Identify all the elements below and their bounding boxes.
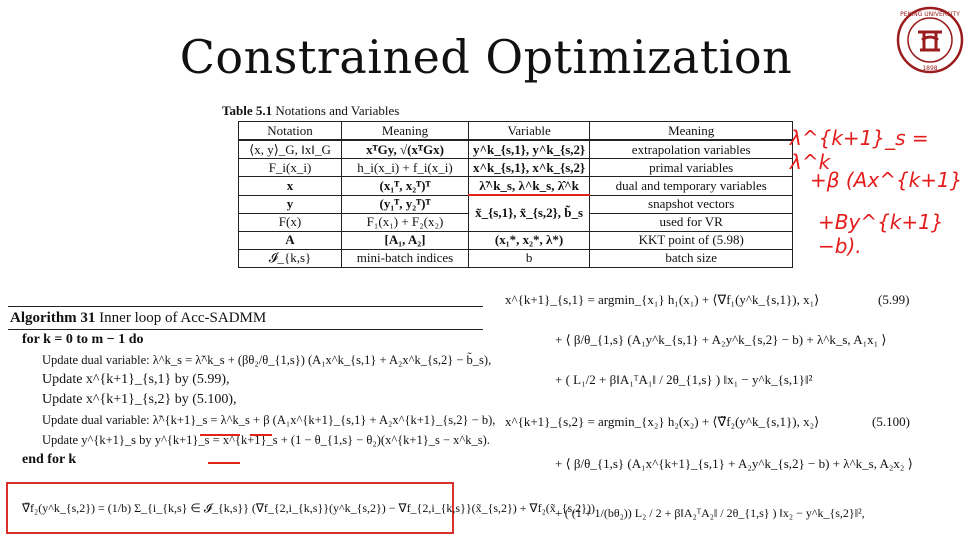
equation-number: (5.99)	[878, 292, 910, 307]
algorithm-block	[8, 306, 496, 470]
equation-line: x^{k+1}_{s,2} = argmin_{x₂} h₂(x₂) + ⟨∇̃f₂(y^k_{s,1}), x₂⟩	[505, 414, 820, 429]
equation-number: (5.100)	[872, 414, 910, 429]
table-cell: F₁(x₁) + F₂(x₂)	[342, 213, 469, 231]
table-cell: batch size	[590, 249, 793, 267]
equation-line: + ⟨ β/θ_{1,s} (A₁x^{k+1}_{s,1} + A₂y^k_{s,2} − b) + λ^k_s, A₂x₂ ⟩	[555, 456, 913, 471]
table-caption-label: Table 5.1	[222, 103, 273, 118]
equation-line: x^{k+1}_{s,1} = argmin_{x₁} h₁(x₁) + ⟨∇f₁(y^k_{s,1}), x₁⟩	[505, 292, 820, 307]
university-logo	[896, 6, 964, 74]
algorithm-line: for k = 0 to m − 1 do	[22, 332, 144, 347]
table-row	[239, 140, 793, 159]
equation-line: + ⟨ β/θ_{1,s} (A₁y^k_{s,1} + A₂y^k_{s,2} − b) + λ^k_s, A₁x₁ ⟩	[555, 332, 887, 347]
algorithm-line: Update dual variable: λ̃^{k+1}_s = λ^k_s + β (A₁x^{k+1}_{s,1} + A₂x^{k+1}_{s,2} − b),	[42, 413, 496, 427]
algorithm-line: end for k	[22, 452, 77, 467]
algorithm-line: Update x^{k+1}_{s,2} by (5.100),	[42, 392, 237, 407]
algorithm-line: Update dual variable: λ^k_s = λ̃^k_s + (βθ₂/θ_{1,s}) (A₁x^k_{s,1} + A₂x^k_{s,2} − b̃_s),	[42, 353, 492, 367]
table-cell: ⟨x, y⟩_G, ‖x‖_G	[239, 140, 342, 159]
algorithm-line: Update y^{k+1}_s by y^{k+1}_s = x^{k+1}_s + (1 − θ_{1,s} − θ₂)(x^{k+1}_s − x^k_s).	[42, 433, 490, 447]
table-cell: F(x)	[239, 213, 342, 231]
table-row	[239, 249, 793, 267]
equation-line: + ( L₁/2 + β‖A₁ᵀA₁‖ / 2θ_{1,s} ) ‖x₁ − y^k_{s,1}‖²	[555, 372, 813, 387]
table-header: Variable	[469, 122, 590, 141]
svg-text:PEKING UNIVERSITY: PEKING UNIVERSITY	[900, 11, 960, 18]
table-row	[239, 159, 793, 177]
table-cell: h_i(x_i) + f_i(x_i)	[342, 159, 469, 177]
table-cell: xᵀGy, √(xᵀGx)	[342, 140, 469, 159]
table-cell: KKT point of (5.98)	[590, 231, 793, 249]
equation-line: + ( (1 + 1/(bθ₂)) L₂ / 2 + β‖A₂ᵀA₂‖ / 2θ_{1,s} ) ‖x₂ − y^k_{s,2}‖²,	[555, 506, 865, 520]
algorithm-title: Inner loop of Acc-SADMM	[99, 310, 267, 326]
slide-title: Constrained Optimization	[179, 30, 793, 84]
table-cell: x^k_{s,1}, x^k_{s,2}	[469, 159, 590, 177]
handwritten-annotation: +β (Ax^{k+1}	[810, 168, 963, 192]
table-cell: x	[239, 177, 342, 196]
red-underline	[208, 462, 240, 464]
table-cell: (x₁ᵀ, x₂ᵀ)ᵀ	[342, 177, 469, 196]
red-underline	[200, 434, 240, 436]
table-row	[239, 177, 793, 196]
algorithm-header	[8, 307, 483, 330]
table-cell: (x₁*, x₂*, λ*)	[469, 231, 590, 249]
table-cell: extrapolation variables	[590, 140, 793, 159]
table-cell: primal variables	[590, 159, 793, 177]
table-caption-text: Notations and Variables	[275, 103, 400, 118]
table-row	[239, 231, 793, 249]
table-cell: x̃_{s,1}, x̃_{s,2}, b̃_s	[469, 195, 590, 231]
handwritten-annotation: λ^{k+1}_s = λ^k	[790, 126, 929, 174]
table-header: Notation	[239, 122, 342, 141]
table-cell: mini-batch indices	[342, 249, 469, 267]
table-cell: λ̃^k_s, λ^k_s, λ̂^k	[469, 177, 590, 196]
algorithm-label: Algorithm 31	[10, 310, 96, 326]
table-cell: (y₁ᵀ, y₂ᵀ)ᵀ	[342, 195, 469, 213]
table-cell: y	[239, 195, 342, 213]
table-caption	[222, 103, 399, 119]
red-underline	[250, 434, 272, 436]
handwritten-annotation: +By^{k+1} −b).	[818, 210, 944, 258]
table-header: Meaning	[590, 122, 793, 141]
table-row	[239, 195, 793, 213]
table-cell: snapshot vectors	[590, 195, 793, 213]
boxed-equation	[6, 482, 595, 534]
table-header: Meaning	[342, 122, 469, 141]
table-cell: 𝓘_{k,s}	[239, 249, 342, 267]
table-cell: dual and temporary variables	[590, 177, 793, 196]
table-cell: used for VR	[590, 213, 793, 231]
table-cell: F_i(x_i)	[239, 159, 342, 177]
algorithm-line: Update x^{k+1}_{s,1} by (5.99),	[42, 372, 230, 387]
table-header-row	[239, 122, 793, 141]
table-cell: y^k_{s,1}, y^k_{s,2}	[469, 140, 590, 159]
gradient-estimator-equation: ∇̃f₂(y^k_{s,2}) = (1/b) Σ_{i_{k,s} ∈ 𝓘_{k,s}} (∇f_{2,i_{k,s}}(y^k_{s,2}) − ∇f_{2,i_{k,s}}(x̃_{s,2}) + ∇f₂(x̃_{s,2}))	[22, 500, 595, 515]
table-cell: A	[239, 231, 342, 249]
table-cell: b	[469, 249, 590, 267]
svg-text:1898: 1898	[922, 65, 938, 72]
notation-table	[238, 121, 793, 268]
table-cell: [A₁, A₂]	[342, 231, 469, 249]
